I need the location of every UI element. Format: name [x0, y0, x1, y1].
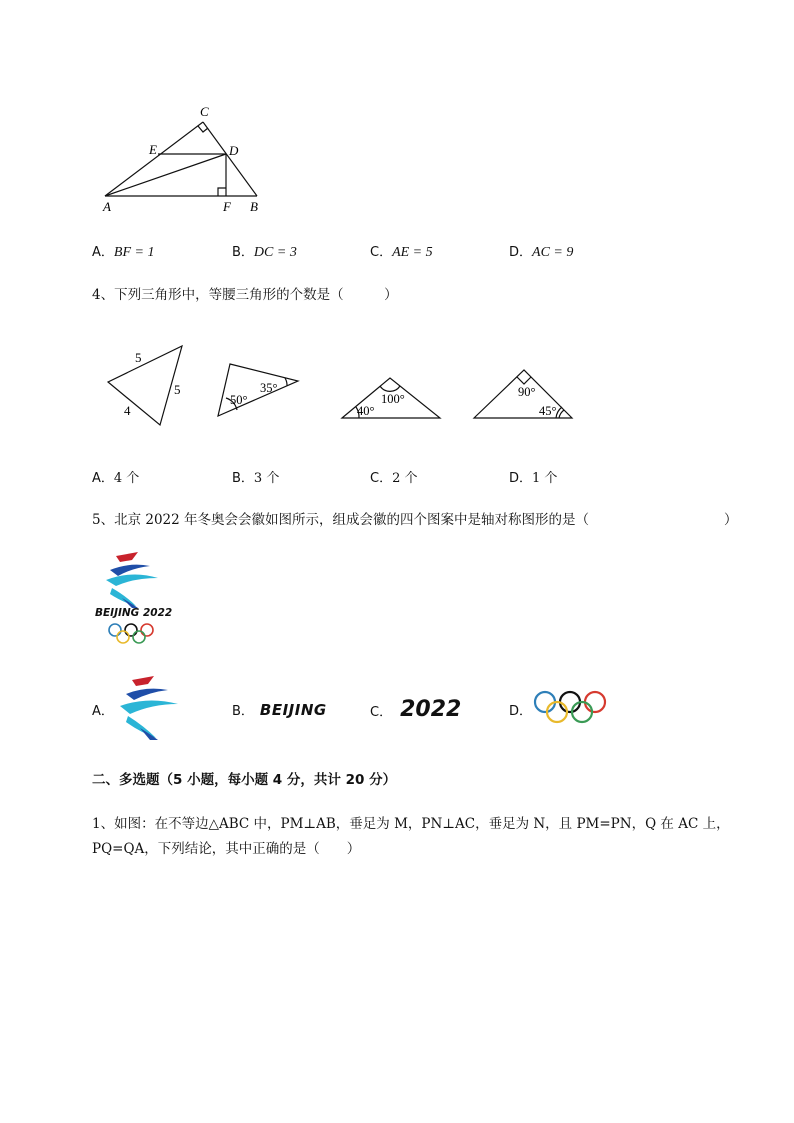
q3-triangle-figure — [95, 100, 270, 215]
2022-wordmark: 2022 — [400, 697, 462, 722]
emblem-ribbon-3 — [110, 588, 136, 606]
emblem-ribbon-1 — [110, 565, 150, 576]
q4-option-a[interactable]: A．4 个 — [92, 471, 140, 486]
q4-option-c[interactable]: C．2 个 — [370, 471, 418, 486]
label-A: A — [103, 199, 111, 214]
emblem-text: BEIJING 2022 — [95, 607, 173, 619]
q4-option-d[interactable]: D．1 个 — [509, 471, 558, 486]
t1-side-right: 5 — [174, 382, 181, 397]
q3-option-c[interactable]: C．AE = 5 — [370, 245, 433, 260]
ring-yellow — [117, 631, 129, 643]
q4-stem: 4、下列三角形中，等腰三角形的个数是（ ） — [92, 287, 398, 303]
label-B: B — [250, 199, 258, 214]
label-C: C — [200, 104, 209, 119]
mq1-line2: PQ=QA，下列结论，其中正确的是（ ） — [92, 841, 361, 857]
q5-option-b[interactable]: B． BEIJING — [232, 701, 327, 719]
ring-red — [141, 624, 153, 636]
q3-option-b[interactable]: B．DC = 3 — [232, 245, 297, 260]
t1-side-top: 5 — [135, 350, 142, 365]
q5-option-c[interactable]: C． 2022 — [370, 697, 462, 722]
t2-angle-35: 35° — [260, 381, 278, 395]
ring-green — [133, 631, 145, 643]
t3-angle-100: 100° — [381, 392, 405, 406]
t2-angle-50: 50° — [230, 393, 248, 407]
q5-stem: 5、北京 2022 年冬奥会会徽如图所示，组成会徽的四个图案中是轴对称图形的是（ — [92, 512, 590, 528]
q3-option-a[interactable]: A．BF = 1 — [92, 245, 155, 260]
olympic-rings[interactable] — [532, 688, 612, 728]
label-D: D — [229, 143, 239, 158]
q5-option-d[interactable]: D． — [509, 704, 533, 719]
ring-blue — [109, 624, 121, 636]
t4-angle-90: 90° — [518, 385, 536, 399]
beijing-2022-emblem — [92, 548, 177, 646]
emblem-red-stroke — [116, 552, 138, 562]
q4-triangles-figure — [100, 338, 590, 433]
label-F: F — [223, 199, 231, 214]
q5-stem-close: ） — [724, 512, 738, 528]
label-E: E — [149, 142, 157, 157]
t4-angle-45: 45° — [539, 404, 557, 418]
q3-option-d[interactable]: D．AC = 9 — [509, 245, 574, 260]
beijing-wordmark: BEIJING — [259, 701, 327, 719]
t1-side-left: 4 — [124, 403, 131, 418]
q5-option-a-logo[interactable] — [112, 674, 182, 742]
q4-option-b[interactable]: B．3 个 — [232, 471, 280, 486]
q5-option-a[interactable]: A． — [92, 704, 114, 719]
section2-title: 二、多选题（5 小题，每小题 4 分，共计 20 分） — [92, 772, 397, 788]
ring-black — [125, 624, 137, 636]
emblem-ribbon-2 — [106, 574, 158, 586]
t3-angle-40: 40° — [357, 404, 375, 418]
mq1-line1: 1、如图：在不等边△ABC 中，PM⊥AB，垂足为 M，PN⊥AC，垂足为 N，且 PM=PN，Q 在 AC 上， — [92, 816, 730, 832]
